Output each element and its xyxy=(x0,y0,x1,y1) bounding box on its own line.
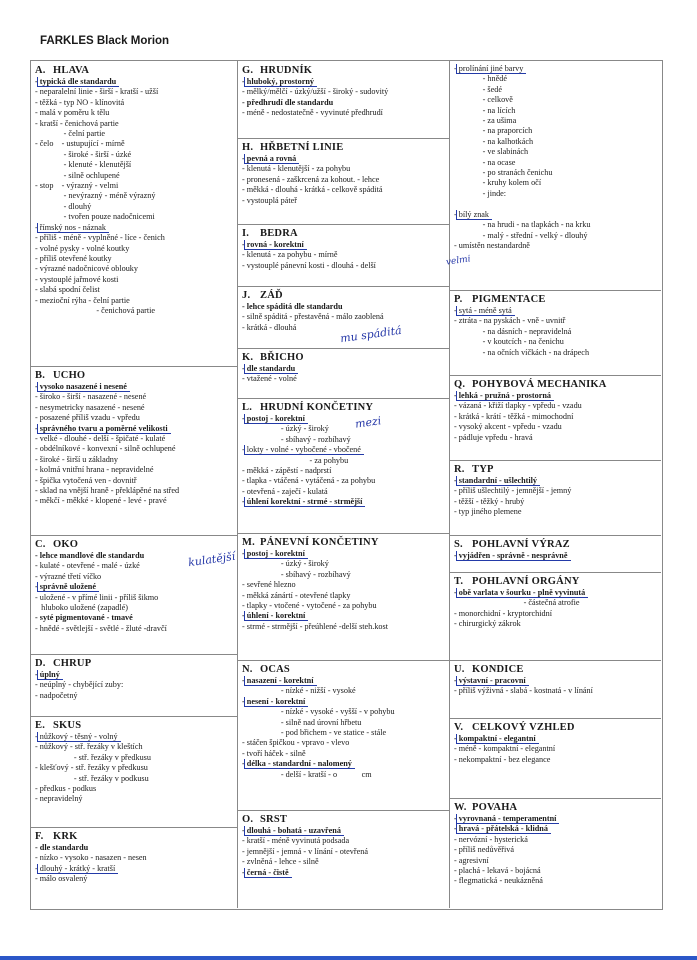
criteria-line: - nepravidelný xyxy=(35,794,83,804)
section-title: KONDICE xyxy=(472,664,524,675)
section-letter: J. xyxy=(242,290,251,301)
section-hřbetní-linie xyxy=(238,138,449,224)
section-title: HŘBETNÍ LINIE xyxy=(260,142,344,153)
criteria-line: - stř. řezáky v předkusu xyxy=(35,752,151,762)
marked-option: černá - čistě xyxy=(244,868,292,878)
criteria-line: - délka - standardní - nalomený xyxy=(242,759,445,769)
criteria-line: - chirurgický zákrok xyxy=(454,619,521,629)
criteria-line: - kratší - čenichová partie xyxy=(35,118,119,128)
section-title: SKUS xyxy=(53,720,82,731)
criteria-line: - částečná atrofie xyxy=(454,598,580,608)
section-pigmentace xyxy=(450,290,661,375)
section-letter: C. xyxy=(35,539,46,550)
section-srst xyxy=(238,810,449,906)
section-heading xyxy=(242,351,445,364)
section-heading xyxy=(35,369,233,382)
section-title: POHLAVNÍ VÝRAZ xyxy=(472,539,570,550)
criteria-line: - klenutá - za pohybu - mírně xyxy=(242,250,338,260)
criteria-line: - nadpočetný xyxy=(35,690,78,700)
criteria-line: - vystouplé pánevní kosti - dlouhá - delší xyxy=(242,260,376,270)
criteria-line: - nevýrazný - méně výrazný xyxy=(35,191,156,201)
criteria-line: - na dásních - nepravidelná xyxy=(454,326,572,336)
criteria-line: - nesení - korektní xyxy=(242,697,445,707)
section-title: POHYBOVÁ MECHANIKA xyxy=(472,379,607,390)
section-title: BEDRA xyxy=(260,228,298,239)
criteria-line: - na hrudi - na tlapkách - na krku xyxy=(454,220,591,230)
criteria-line: - úhlení korektní - strmé - strmější xyxy=(242,497,445,507)
marked-option: dlouhý - krátký - kratší xyxy=(37,864,119,874)
section-heading xyxy=(242,289,445,302)
marked-option: vysoko nasazené i nesené xyxy=(37,382,130,392)
criteria-line: - široké - širší - úzké xyxy=(35,149,132,159)
criteria-line: - sytá - méně sytá xyxy=(454,306,657,316)
section-letter: G. xyxy=(242,65,254,76)
marked-option: nasazení - korektní xyxy=(244,676,317,686)
marked-option: rovná - korektní xyxy=(244,240,307,250)
criteria-line: - lehce spáditá dle standardu xyxy=(242,302,343,311)
section-letter: D. xyxy=(35,658,46,669)
criteria-line: - monorchidní - kryptorchidní xyxy=(454,608,553,618)
section-ucho xyxy=(31,366,237,535)
section-hrudní-končetiny xyxy=(238,398,449,533)
criteria-line: - dlouhý - krátký - kratší xyxy=(35,864,233,874)
section-title: OCAS xyxy=(260,664,290,675)
criteria-line: - zvlněná - lehce - silně xyxy=(242,857,319,867)
sheet-title: FARKLES Black Morion xyxy=(40,35,170,47)
criteria-line: - typická dle standardu xyxy=(35,77,233,87)
marked-option: nesení - korektní xyxy=(244,697,309,707)
marked-option: postoj - korektní xyxy=(244,414,308,424)
section-letter: R. xyxy=(454,464,465,475)
criteria-line: - špička vytočená ven - dovnitř xyxy=(35,475,137,485)
section-letter: F. xyxy=(35,831,44,842)
marked-option: kompaktní - elegantní xyxy=(456,734,539,744)
section-letter: P. xyxy=(454,294,463,305)
section-letter: H. xyxy=(242,142,254,153)
criteria-line: - tlapka - vtáčená - vytáčená - za pohybu xyxy=(242,476,376,486)
criteria-line: - na praporcích xyxy=(454,126,533,136)
criteria-line: - kolmá vnitřní hrana - nepravidelné xyxy=(35,465,154,475)
marked-option: pevná a rovná xyxy=(244,154,299,164)
criteria-line: - mělký/mělčí - úzký/užší - široký - sudovitý xyxy=(242,87,389,97)
criteria-line: - slabá spodní čelist xyxy=(35,285,100,295)
criteria-line: - celkově xyxy=(454,95,513,105)
section-title: UCHO xyxy=(53,370,86,381)
section-heading xyxy=(454,378,657,391)
marked-option: lehká - pružná - prostorná xyxy=(456,391,554,401)
criteria-line: - nasazení - korektní xyxy=(242,676,445,686)
criteria-line: - postoj - korektní xyxy=(242,414,445,424)
section-heading xyxy=(454,663,657,676)
criteria-line: - lehce mandlové dle standardu xyxy=(35,551,145,560)
criteria-line: - krátká - dlouhá xyxy=(242,322,297,332)
criteria-line: - kruhy kolem očí xyxy=(454,178,542,188)
section-povaha xyxy=(450,798,661,906)
criteria-line: - méně - kompaktní - elegantní xyxy=(454,744,556,754)
marked-option: délka - standardní - nalomený xyxy=(244,759,355,769)
criteria-line: - čelo - ustupující - mírně xyxy=(35,139,125,149)
criteria-line: - úhlení - korektní xyxy=(242,611,445,621)
criteria-line: - bílý znak xyxy=(454,210,657,220)
section-letter: W. xyxy=(454,802,467,813)
criteria-line: - vyjádřen - správně - nesprávně xyxy=(454,551,657,561)
criteria-line: - na kalhotkách xyxy=(454,136,534,146)
section-heading xyxy=(242,663,445,676)
criteria-line: - malá v poměru k tělu xyxy=(35,108,110,118)
criteria-line: - obdélníkové - konvexní - silně ochlupené xyxy=(35,444,176,454)
criteria-line: - dle standardu xyxy=(242,364,445,374)
criteria-line: - lokty - volné - vybočené - vbočené xyxy=(242,445,445,455)
criteria-line: - malý - střední - velký - dlouhý xyxy=(454,230,588,240)
criteria-line: - na lících xyxy=(454,105,516,115)
criteria-line: - úzký - široký xyxy=(242,424,329,434)
handwritten-note-bily-znak: velmi xyxy=(445,254,472,268)
criteria-line: - nesymetricky nasazené - nesené xyxy=(35,402,145,412)
criteria-line: - obě varlata v šourku - plně vyvinutá xyxy=(454,588,657,598)
section-letter: S. xyxy=(454,539,463,550)
section-heading xyxy=(454,801,657,814)
marked-option: vyrovnaná - temperamentní xyxy=(456,814,560,824)
criteria-line: - jemnější - jemná - v línání - otevřená xyxy=(242,846,368,856)
section-heading xyxy=(35,719,233,732)
section-title: CHRUP xyxy=(53,658,92,669)
criteria-line xyxy=(454,199,657,209)
marked-option: úhlení korektní - strmé - strmější xyxy=(244,497,366,507)
criteria-line: - úzký - široký xyxy=(242,559,329,569)
criteria-line: - šedé xyxy=(454,84,502,94)
criteria-line: - typ jiného plemene xyxy=(454,507,522,517)
section-letter: U. xyxy=(454,664,465,675)
criteria-line: - stř. řezáky v podkusu xyxy=(35,773,149,783)
criteria-line: - agresivní xyxy=(454,855,489,865)
section-hrudník xyxy=(238,62,449,138)
criteria-line: - dlouhý xyxy=(35,201,92,211)
section-title: OKO xyxy=(53,539,79,550)
section-bedra xyxy=(238,224,449,286)
criteria-line: - sevřené hlezno xyxy=(242,580,296,590)
bottom-blue-edge xyxy=(0,956,697,960)
criteria-line: - hravá - přátelská - klidná xyxy=(454,824,657,834)
handwritten-note-zad: mu spáditá xyxy=(339,323,403,346)
criteria-line: - příliš otevřené koutky xyxy=(35,253,112,263)
criteria-line: - měkká - zápěstí - nadprstí xyxy=(242,466,332,476)
criteria-line: - silně spáditá - přestavěná - málo zaoblená xyxy=(242,312,384,322)
criteria-line: - pod břichem - ve statice - stále xyxy=(242,728,387,738)
criteria-line: - málo osvalený xyxy=(35,874,88,884)
criteria-line: - široké - širší u základny xyxy=(35,454,118,464)
criteria-line: - příliš výživná - slabá - kostnatá - v línání xyxy=(454,686,593,696)
section-chrup xyxy=(31,654,237,716)
criteria-line: - ve slabinách xyxy=(454,147,529,157)
criteria-line: - za pohybu xyxy=(242,455,349,465)
criteria-line: - vázaná - křiží tlapky - vpředu - vzadu xyxy=(454,401,582,411)
section-hlava xyxy=(31,62,237,366)
criteria-line: - hnědé - světlejší - světlé - žluté -dravčí xyxy=(35,623,167,633)
criteria-line: - plachá - lekavá - bojácná xyxy=(454,866,541,876)
criteria-line: - kompaktní - elegantní xyxy=(454,734,657,744)
section-heading xyxy=(35,830,233,843)
criteria-line: - ztráta - na pyskách - vně - uvnitř xyxy=(454,316,566,326)
criteria-line: - silně nad úrovní hřbetu xyxy=(242,717,362,727)
criteria-line: - nízké - vysoké - vyšší - v pohybu xyxy=(242,707,395,717)
section-celkový-vzhled xyxy=(450,718,661,798)
section-continuation xyxy=(450,62,661,290)
section-title: HLAVA xyxy=(53,65,90,76)
criteria-line: - tvoří háček - silně xyxy=(242,748,306,758)
marked-option: správně uložené xyxy=(37,582,99,592)
section-letter: N. xyxy=(242,664,253,675)
marked-option: standardní - ušlechtilý xyxy=(456,476,540,486)
section-pánevní-končetiny xyxy=(238,533,449,660)
section-title: TYP xyxy=(472,464,494,475)
handwritten-note-lokty: mezi xyxy=(354,414,383,431)
criteria-line: - nízko - vysoko - nasazen - nesen xyxy=(35,853,147,863)
criteria-line: - na ocase xyxy=(454,157,516,167)
criteria-line: - jinde: xyxy=(454,188,507,198)
criteria-line: - klenutá - klenutější - za pohybu xyxy=(242,164,351,174)
criteria-line: - flegmatická - neukázněná xyxy=(454,876,543,886)
marked-option: výstavní - pracovní xyxy=(456,676,529,686)
criteria-line: - vystouplá páteř xyxy=(242,195,298,205)
criteria-line: - dlouhá - bohatá - uzavřená xyxy=(242,826,445,836)
criteria-line: - úplný xyxy=(35,670,233,680)
criteria-line: - uložené - v přímé linii - příliš šikmo xyxy=(35,592,159,602)
section-letter: M. xyxy=(242,537,255,548)
criteria-line: - vysoko nasazené i nesené xyxy=(35,382,233,392)
marked-option: obě varlata v šourku - plně vyvinutá xyxy=(456,588,588,598)
criteria-line: - nízké - nižší - vysoké xyxy=(242,686,356,696)
section-heading xyxy=(454,721,657,734)
section-heading xyxy=(35,657,233,670)
section-typ xyxy=(450,460,661,535)
marked-option: římský nos - náznak xyxy=(37,223,109,233)
handwritten-note-oko: kulatější xyxy=(187,549,237,570)
section-letter: O. xyxy=(242,814,254,825)
section-heading xyxy=(242,64,445,77)
section-letter: B. xyxy=(35,370,46,381)
criteria-line: - vtažené - volné xyxy=(242,374,297,384)
criteria-line: - klešťový - stř. řezáky v předkusu xyxy=(35,763,148,773)
section-title: POHLAVNÍ ORGÁNY xyxy=(472,576,580,587)
criteria-line: - tlapky - vtočené - vytočené - za pohybu xyxy=(242,601,377,611)
marked-option: bílý znak xyxy=(456,210,492,220)
section-title: PIGMENTACE xyxy=(472,294,546,305)
criteria-line: - kratší - méně vyvinutá podsada xyxy=(242,836,350,846)
section-title: BŘICHO xyxy=(260,352,304,363)
criteria-line: - římský nos - náznak xyxy=(35,223,233,233)
section-heading xyxy=(35,538,233,551)
criteria-line: - vysoký akcent - vpředu - vzadu xyxy=(454,422,562,432)
marked-option: postoj - korektní xyxy=(244,549,308,559)
criteria-line: - měkká zánártí - otevřené tlapky xyxy=(242,590,351,600)
criteria-line: - výstavní - pracovní xyxy=(454,676,657,686)
criteria-line: - hluboký, prostorný xyxy=(242,77,445,87)
criteria-line: - dle standardu xyxy=(35,843,89,852)
criteria-line: - příliš - méně - vyplněné - líce - čenich xyxy=(35,233,165,243)
criteria-line: - delší - kratší - o cm xyxy=(242,769,372,779)
criteria-line: - měkčí - měkké - klopené - levé - pravé xyxy=(35,496,167,506)
section-letter: K. xyxy=(242,352,254,363)
section-heading xyxy=(454,463,657,476)
criteria-line: - nervózní - hysterická xyxy=(454,834,528,844)
criteria-line: - vyrovnaná - temperamentní xyxy=(454,814,657,824)
section-letter: V. xyxy=(454,722,464,733)
section-title: ZÁĎ xyxy=(260,290,283,301)
section-title: HRUDNÍK xyxy=(260,65,313,76)
section-letter: A. xyxy=(35,65,46,76)
section-pohlavní-výraz xyxy=(450,535,661,572)
section-heading xyxy=(242,536,445,549)
criteria-line: - správně uložené xyxy=(35,582,233,592)
criteria-line: - otevřená - zaječí - kulatá xyxy=(242,486,328,496)
criteria-line: - postoj - korektní xyxy=(242,549,445,559)
criteria-line: - těžká - typ NO - klínovitá xyxy=(35,97,125,107)
marked-option: lokty - volné - vybočené - vbočené xyxy=(244,445,364,455)
section-title: KRK xyxy=(53,831,78,842)
marked-option: hravá - přátelská - klidná xyxy=(456,824,551,834)
criteria-line: - v koutcích - na čenichu xyxy=(454,337,564,347)
section-letter: I. xyxy=(242,228,250,239)
criteria-line: - syté pigmentované - tmavé xyxy=(35,613,133,623)
criteria-line: - tvořen pouze nadočnicemi xyxy=(35,212,155,222)
section-title: PÁNEVNÍ KONČETINY xyxy=(260,537,379,548)
criteria-line: - čelní partie xyxy=(35,129,106,139)
section-title: CELKOVÝ VZHLED xyxy=(472,722,575,733)
criteria-line: - pádluje vpředu - hravá xyxy=(454,432,533,442)
marked-option: správného tvaru a poměrné velikosti xyxy=(37,424,171,434)
criteria-line: - po stranách čenichu xyxy=(454,168,553,178)
section-kondice xyxy=(450,660,661,718)
criteria-line: - stop - výrazný - velmi xyxy=(35,181,119,191)
criteria-line: - na očních víčkách - na drápech xyxy=(454,347,590,357)
section-skus xyxy=(31,716,237,827)
section-heading xyxy=(242,401,445,414)
section-heading xyxy=(242,141,445,154)
criteria-line: - nůžkový - stř. řezáky v kleštích xyxy=(35,742,143,752)
criteria-line: - strmé - strmější - přeúhlené -delší steh.kost xyxy=(242,621,388,631)
criteria-line: - posazené příliš vzadu - vpředu xyxy=(35,413,140,423)
section-pohlavní-orgány xyxy=(450,572,661,660)
section-title: SRST xyxy=(260,814,288,825)
criteria-line: - čenichová partie xyxy=(35,305,156,315)
criteria-line: - široko - širší - nasazené - nesené xyxy=(35,392,147,402)
criteria-line: - výrazné třetí víčko xyxy=(35,571,102,581)
section-ocas xyxy=(238,660,449,810)
section-heading xyxy=(454,575,657,588)
marked-option: dlouhá - bohatá - uzavřená xyxy=(244,826,344,836)
criteria-line: - kulaté - otevřené - malé - úzké xyxy=(35,561,140,571)
criteria-line: - předkus - podkus xyxy=(35,784,97,794)
criteria-line: - pronesená - zaškrcená za kohout. - lehce xyxy=(242,174,380,184)
criteria-line: - umístěn nestandardně xyxy=(454,240,530,250)
marked-option: sytá - méně sytá xyxy=(456,306,515,316)
criteria-line: - nekompaktní - bez elegance xyxy=(454,754,551,764)
criteria-line: - méně - nedostatečně - vyvinuté předhrudí xyxy=(242,108,383,118)
criteria-line: - rovná - korektní xyxy=(242,240,445,250)
criteria-line: - příliš ušlechtilý - jemnější - jemný xyxy=(454,486,572,496)
section-letter: T. xyxy=(454,576,464,587)
criteria-line: - prolínání jiné barvy xyxy=(454,64,657,74)
section-letter: L. xyxy=(242,402,253,413)
section-title: POVAHA xyxy=(472,802,518,813)
criteria-line: - hnědé xyxy=(454,74,507,84)
marked-option: dle standardu xyxy=(244,364,298,374)
section-letter: E. xyxy=(35,720,46,731)
section-heading xyxy=(35,64,233,77)
section-heading xyxy=(454,538,657,551)
criteria-line: - pevná a rovná xyxy=(242,154,445,164)
criteria-line: - standardní - ušlechtilý xyxy=(454,476,657,486)
criteria-line: - silně ochlupené xyxy=(35,170,120,180)
criteria-line: - vystouplé jařmové kosti xyxy=(35,274,119,284)
section-krk xyxy=(31,827,237,906)
criteria-line: - těžší - těžký - hrubý xyxy=(454,496,525,506)
criteria-line: - velké - dlouhé - delší - špičaté - kulaté xyxy=(35,434,166,444)
criteria-line: - lehká - pružná - prostorná xyxy=(454,391,657,401)
section-title: HRUDNÍ KONČETINY xyxy=(260,402,374,413)
criteria-line: - černá - čistě xyxy=(242,868,445,878)
marked-option: nůžkový - těsný - volný xyxy=(37,732,121,742)
marked-option: prolínání jiné barvy xyxy=(456,64,527,74)
criteria-line: - mezioční rýha - čelní partie xyxy=(35,295,130,305)
marked-option: vyjádřen - správně - nesprávně xyxy=(456,551,571,561)
section-heading xyxy=(242,813,445,826)
marked-option: úhlení - korektní xyxy=(244,611,309,621)
criteria-line: - měkká - dlouhá - krátká - celkově spáditá xyxy=(242,185,383,195)
criteria-line: - krátká - krátí - těžká - mimochodní xyxy=(454,411,574,421)
criteria-line: - za ušima xyxy=(454,116,517,126)
section-pohybová-mechanika xyxy=(450,375,661,460)
criteria-line: - příliš nedůvěřivá xyxy=(454,845,515,855)
section-heading xyxy=(242,227,445,240)
marked-option: typická dle standardu xyxy=(37,77,119,87)
section-letter: Q. xyxy=(454,379,466,390)
criteria-line: - klenuté - klenutější xyxy=(35,160,132,170)
section-břicho xyxy=(238,348,449,398)
criteria-line: - sbíhavý - rozbíhavý xyxy=(242,434,351,444)
section-heading xyxy=(454,293,657,306)
criteria-line: - výrazné nadočnicové oblouky xyxy=(35,264,138,274)
criteria-line: - neúplný - chybějící zuby: xyxy=(35,680,124,690)
criteria-line: - volné pysky - volné koutky xyxy=(35,243,130,253)
criteria-line: - nůžkový - těsný - volný xyxy=(35,732,233,742)
criteria-line: - správného tvaru a poměrné velikosti xyxy=(35,424,233,434)
criteria-line: - sklad na vnější hraně - překlápěné na střed xyxy=(35,486,180,496)
criteria-line: - stáčen špičkou - vpravo - vlevo xyxy=(242,738,350,748)
criteria-line: hluboko uložené (zapadlé) xyxy=(35,603,128,613)
marked-option: úplný xyxy=(37,670,63,680)
criteria-line: - neparalelní linie - širší - kratší - užší xyxy=(35,87,159,97)
marked-option: hluboký, prostorný xyxy=(244,77,317,87)
criteria-line: - sbíhavý - rozbíhavý xyxy=(242,569,351,579)
criteria-line: - předhrudí dle standardu xyxy=(242,97,334,107)
